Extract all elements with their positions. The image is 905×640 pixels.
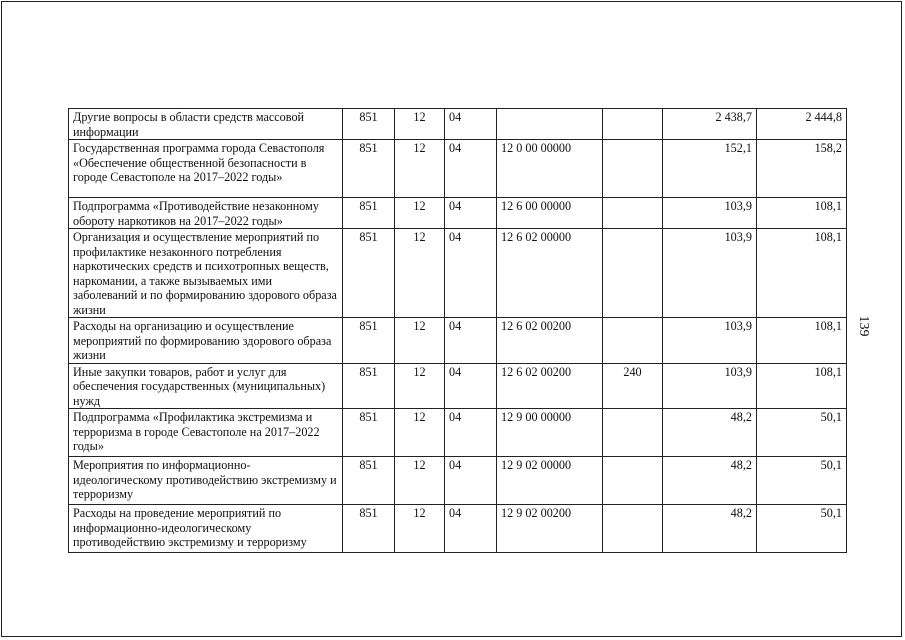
cell-subsection: 04 <box>445 409 497 457</box>
cell-section: 12 <box>395 140 445 198</box>
cell-target: 12 9 00 00000 <box>497 409 603 457</box>
cell-amount-a: 103,9 <box>663 363 757 409</box>
table-row <box>69 505 847 553</box>
cell-subsection: 04 <box>445 109 497 140</box>
cell-amount-b: 50,1 <box>757 409 847 457</box>
cell-subsection: 04 <box>445 229 497 318</box>
table-row <box>69 109 847 140</box>
cell-kind <box>603 318 663 364</box>
cell-amount-a: 103,9 <box>663 229 757 318</box>
cell-name: Подпрограмма «Противодействие незаконному обороту наркотиков на 2017–2022 годы» <box>69 198 343 229</box>
budget-table <box>68 108 847 553</box>
cell-amount-b: 2 444,8 <box>757 109 847 140</box>
cell-ministry: 851 <box>343 198 395 229</box>
table-row <box>69 140 847 198</box>
cell-target: 12 9 02 00200 <box>497 505 603 553</box>
page-number: 139 <box>856 315 871 337</box>
cell-amount-b: 158,2 <box>757 140 847 198</box>
cell-amount-a: 48,2 <box>663 409 757 457</box>
cell-section: 12 <box>395 457 445 505</box>
cell-amount-a: 103,9 <box>663 318 757 364</box>
cell-section: 12 <box>395 318 445 364</box>
cell-amount-b: 50,1 <box>757 457 847 505</box>
cell-ministry: 851 <box>343 318 395 364</box>
cell-ministry: 851 <box>343 457 395 505</box>
cell-name: Государственная программа города Севастополя «Обеспечение общественной безопасности в городе Севастополе на 2017–2022 годы» <box>69 140 343 198</box>
cell-name: Расходы на проведение мероприятий по информационно-идеологическому противодействию экстремизму и терроризму <box>69 505 343 553</box>
cell-subsection: 04 <box>445 505 497 553</box>
cell-amount-b: 108,1 <box>757 363 847 409</box>
cell-name: Мероприятия по информационно-идеологическому противодействию экстремизму и терроризму <box>69 457 343 505</box>
cell-target: 12 6 02 00000 <box>497 229 603 318</box>
cell-kind <box>603 198 663 229</box>
cell-ministry: 851 <box>343 505 395 553</box>
table-row <box>69 457 847 505</box>
cell-kind: 240 <box>603 363 663 409</box>
cell-section: 12 <box>395 409 445 457</box>
cell-subsection: 04 <box>445 198 497 229</box>
cell-name: Расходы на организацию и осуществление мероприятий по формированию здорового образа жизни <box>69 318 343 364</box>
cell-name: Другие вопросы в области средств массовой информации <box>69 109 343 140</box>
cell-kind <box>603 140 663 198</box>
cell-name: Иные закупки товаров, работ и услуг для обеспечения государственных (муниципальных) нужд <box>69 363 343 409</box>
cell-amount-b: 50,1 <box>757 505 847 553</box>
table-row <box>69 363 847 409</box>
cell-target: 12 6 02 00200 <box>497 318 603 364</box>
cell-target <box>497 109 603 140</box>
table-row <box>69 318 847 364</box>
cell-subsection: 04 <box>445 140 497 198</box>
table-body <box>69 109 847 553</box>
cell-amount-b: 108,1 <box>757 318 847 364</box>
cell-subsection: 04 <box>445 318 497 364</box>
cell-section: 12 <box>395 109 445 140</box>
cell-amount-a: 103,9 <box>663 198 757 229</box>
cell-amount-a: 48,2 <box>663 457 757 505</box>
cell-amount-a: 2 438,7 <box>663 109 757 140</box>
cell-kind <box>603 457 663 505</box>
cell-kind <box>603 109 663 140</box>
cell-kind <box>603 505 663 553</box>
cell-section: 12 <box>395 229 445 318</box>
cell-amount-a: 152,1 <box>663 140 757 198</box>
cell-target: 12 6 00 00000 <box>497 198 603 229</box>
cell-name: Организация и осуществление мероприятий по профилактике незаконного потребления наркотических средств и психотропных веществ, наркомании, а также вызываемых ими заболеваний и по формированию здорового образа жизни <box>69 229 343 318</box>
cell-ministry: 851 <box>343 109 395 140</box>
cell-amount-b: 108,1 <box>757 229 847 318</box>
cell-subsection: 04 <box>445 363 497 409</box>
cell-ministry: 851 <box>343 363 395 409</box>
cell-ministry: 851 <box>343 229 395 318</box>
cell-name: Подпрограмма «Профилактика экстремизма и терроризма в городе Севастополе на 2017–2022 годы» <box>69 409 343 457</box>
cell-target: 12 6 02 00200 <box>497 363 603 409</box>
cell-kind <box>603 229 663 318</box>
table-row <box>69 229 847 318</box>
cell-ministry: 851 <box>343 140 395 198</box>
cell-amount-a: 48,2 <box>663 505 757 553</box>
table-row <box>69 409 847 457</box>
cell-amount-b: 108,1 <box>757 198 847 229</box>
cell-target: 12 9 02 00000 <box>497 457 603 505</box>
cell-subsection: 04 <box>445 457 497 505</box>
cell-section: 12 <box>395 505 445 553</box>
cell-section: 12 <box>395 198 445 229</box>
cell-kind <box>603 409 663 457</box>
cell-ministry: 851 <box>343 409 395 457</box>
cell-target: 12 0 00 00000 <box>497 140 603 198</box>
table-row <box>69 198 847 229</box>
cell-section: 12 <box>395 363 445 409</box>
